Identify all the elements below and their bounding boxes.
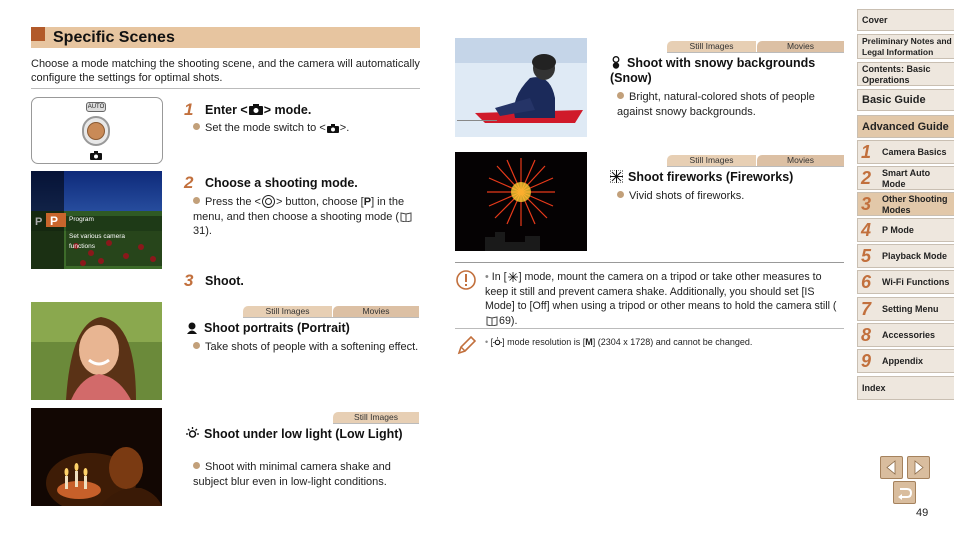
still-images-tag: Still Images bbox=[667, 41, 756, 52]
sidebar-chapter-3[interactable]: 3 Other Shooting Modes bbox=[857, 192, 954, 216]
page-number: 49 bbox=[916, 507, 929, 519]
step-title: Enter < > mode. bbox=[205, 103, 312, 117]
mode-switch bbox=[82, 116, 110, 146]
sidebar-item-prelim[interactable]: Preliminary Notes and Legal Information bbox=[857, 34, 954, 59]
sidebar-item-index[interactable]: Index bbox=[857, 376, 954, 400]
step-title: Shoot. bbox=[205, 274, 244, 288]
note-text: • [ ] mode resolution is [M] (2304 x 1728) and cannot be changed. bbox=[485, 337, 753, 347]
next-page-button[interactable] bbox=[907, 456, 930, 479]
caution-icon bbox=[456, 270, 476, 290]
mode-dial-illustration bbox=[31, 97, 163, 164]
fireworks-photo bbox=[455, 152, 587, 251]
sidebar-item-advanced-guide[interactable]: Advanced Guide bbox=[857, 115, 954, 138]
sidebar-chapter-1[interactable]: 1 Camera Basics bbox=[857, 140, 954, 164]
sidebar-item-basic-guide[interactable]: Basic Guide bbox=[857, 89, 954, 111]
section-header bbox=[31, 27, 420, 48]
sidebar-chapter-8[interactable]: 8 Accessories bbox=[857, 323, 954, 347]
screen-overlay-line3: functions bbox=[69, 243, 96, 250]
camera-screen-image bbox=[31, 171, 162, 269]
sidebar-item-contents[interactable]: Contents: Basic Operations bbox=[857, 62, 954, 86]
divider bbox=[243, 317, 419, 318]
scene-text: Bright, natural-colored shots of people against snowy backgrounds. bbox=[617, 91, 815, 118]
sidebar-chapter-2[interactable]: 2 Smart Auto Mode bbox=[857, 166, 954, 190]
arrow-right-icon bbox=[908, 457, 929, 478]
camera-icon bbox=[327, 124, 339, 133]
sidebar-item-cover[interactable]: Cover bbox=[857, 9, 954, 31]
sidebar-chapter-6[interactable]: 6 Wi-Fi Functions bbox=[857, 270, 954, 294]
portrait-photo bbox=[31, 302, 162, 400]
step-number: 2 bbox=[184, 173, 194, 192]
intro-text: Choose a mode matching the shooting scene, and the camera will automatically configure the settings for optimal shots. bbox=[31, 58, 420, 84]
snow-photo bbox=[455, 38, 587, 137]
sidebar-chapter-9[interactable]: 9 Appendix bbox=[857, 349, 954, 373]
still-images-tag: Still Images bbox=[333, 412, 419, 423]
camera-icon bbox=[90, 151, 102, 160]
return-icon bbox=[894, 482, 915, 503]
fireworks-icon bbox=[610, 170, 623, 183]
step-text: Set the mode switch to < >. bbox=[193, 121, 419, 136]
snow-icon bbox=[610, 56, 622, 69]
step-number: 3 bbox=[184, 271, 194, 290]
scene-text: Take shots of people with a softening effect. bbox=[193, 340, 419, 355]
func-set-button-icon bbox=[262, 195, 275, 208]
book-icon bbox=[400, 212, 412, 222]
page-title: Specific Scenes bbox=[53, 29, 175, 46]
resolution-m-icon: M bbox=[585, 337, 593, 347]
divider bbox=[667, 166, 844, 167]
caution-text: • In [ ] mode, mount the camera on a tripod or take other measures to keep it still and prevent camera shake. Additionally, you should set [IS Mode] to [Off] when using a tripod or other means to hold the camera still (69). bbox=[485, 271, 837, 327]
portrait-icon bbox=[186, 322, 199, 334]
divider bbox=[455, 328, 844, 329]
low-light-photo bbox=[31, 408, 162, 506]
movies-tag: Movies bbox=[757, 41, 844, 52]
divider bbox=[333, 423, 419, 424]
auto-label: AUTO bbox=[87, 104, 105, 110]
scene-title: Shoot portraits (Portrait) bbox=[186, 321, 421, 336]
sidebar-chapter-7[interactable]: 7 Setting Menu bbox=[857, 297, 954, 321]
divider bbox=[31, 88, 420, 89]
scene-text: Vivid shots of fireworks. bbox=[617, 189, 839, 204]
screen-overlay-line2: Set various camera bbox=[69, 233, 125, 240]
low-light-icon bbox=[493, 337, 502, 347]
low-light-icon bbox=[186, 427, 199, 440]
scene-title: Shoot under low light (Low Light) bbox=[186, 427, 411, 442]
scene-title: Shoot fireworks (Fireworks) bbox=[610, 170, 846, 185]
book-icon bbox=[486, 316, 498, 326]
svg-text:P: P bbox=[50, 214, 59, 228]
sidebar-chapter-4[interactable]: 4 P Mode bbox=[857, 218, 954, 242]
still-images-tag: Still Images bbox=[243, 306, 332, 317]
pencil-icon bbox=[456, 334, 476, 356]
svg-text:P: P bbox=[35, 216, 43, 228]
divider bbox=[455, 262, 844, 263]
scene-text: Shoot with minimal camera shake and subject blur even in low-light conditions. bbox=[193, 461, 391, 488]
previous-page-button[interactable] bbox=[880, 456, 903, 479]
step-number: 1 bbox=[184, 100, 194, 119]
header-marker bbox=[31, 27, 45, 41]
program-mode-icon: P bbox=[363, 196, 372, 208]
still-images-tag: Still Images bbox=[667, 155, 756, 166]
arrow-left-icon bbox=[881, 457, 902, 478]
step-title: Choose a shooting mode. bbox=[205, 176, 358, 190]
screen-overlay-line1: Program bbox=[69, 216, 94, 223]
movies-tag: Movies bbox=[757, 155, 844, 166]
sidebar-chapter-5[interactable]: 5 Playback Mode bbox=[857, 244, 954, 268]
step-text: Press the < > button, choose [P] in the menu, and then choose a shooting mode (31). bbox=[193, 195, 423, 239]
divider bbox=[667, 52, 844, 53]
fireworks-icon bbox=[508, 272, 518, 282]
camera-icon bbox=[249, 104, 263, 115]
scene-title: Shoot with snowy backgrounds (Snow) bbox=[610, 56, 816, 85]
return-button[interactable] bbox=[893, 481, 916, 504]
movies-tag: Movies bbox=[333, 306, 419, 317]
